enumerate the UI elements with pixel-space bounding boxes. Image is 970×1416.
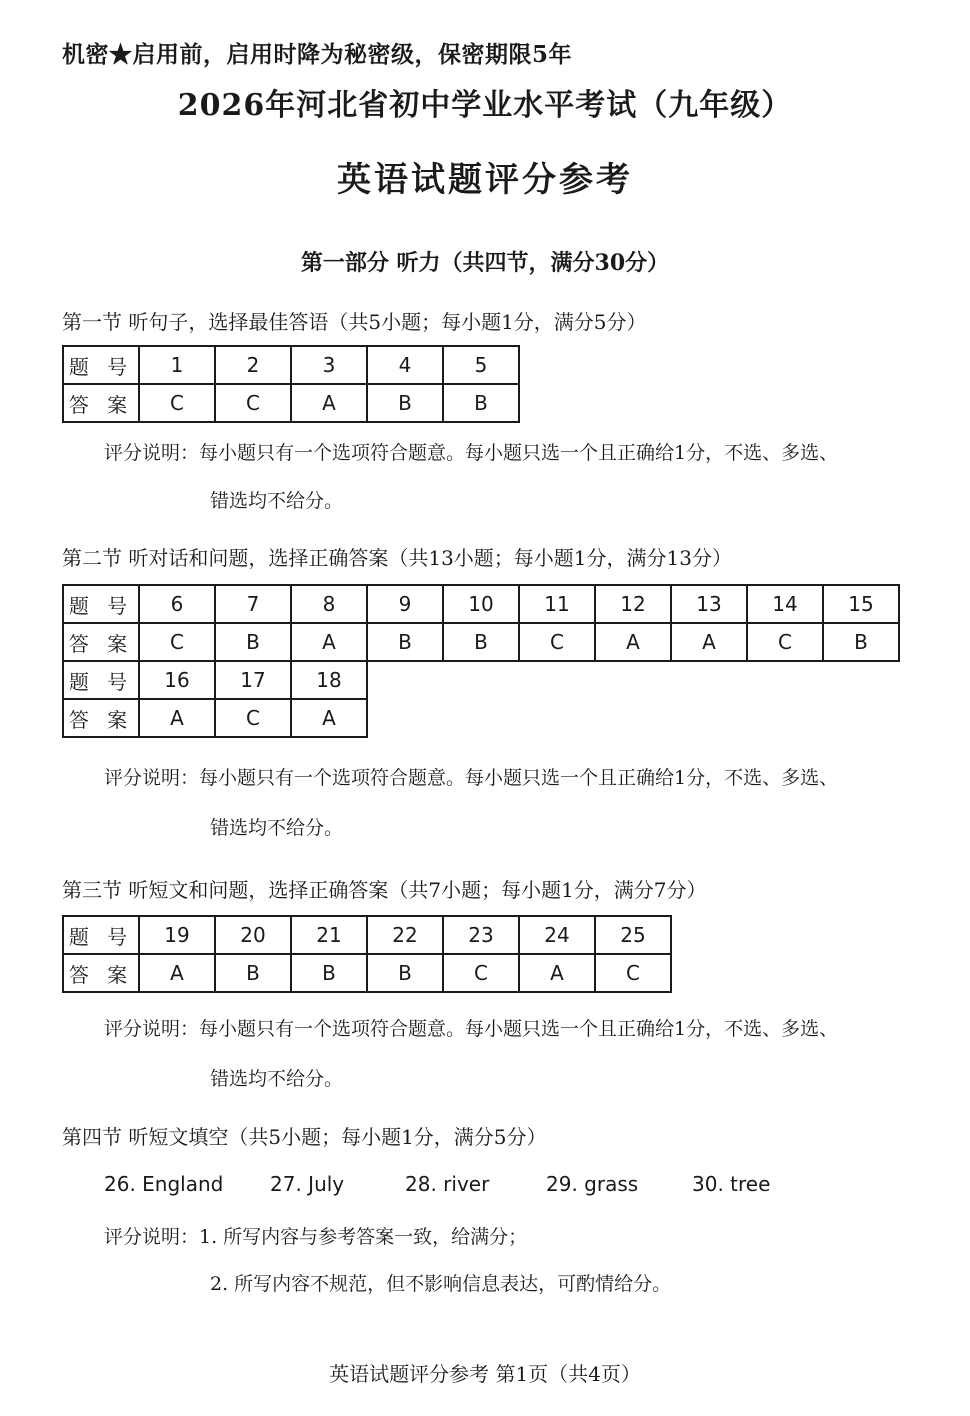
- question-number: 12: [595, 585, 671, 623]
- table-row: [63, 346, 519, 384]
- section3-note-line2: 错选均不给分。: [210, 1068, 344, 1090]
- section3-answer-table: [62, 915, 672, 993]
- fill-blank-answer: 28. river: [405, 1172, 490, 1196]
- table-row: [63, 623, 899, 661]
- section1-note-line1: 评分说明：每小题只有一个选项符合题意。每小题只选一个且正确给1分，不选、多选、: [104, 442, 839, 464]
- answer-cell: A: [291, 699, 367, 737]
- row-label: 题 号: [63, 916, 139, 954]
- section2-note-line2: 错选均不给分。: [210, 817, 344, 839]
- question-number: 5: [443, 346, 519, 384]
- table-row: [63, 916, 671, 954]
- answer-cell: B: [823, 623, 899, 661]
- question-number: 15: [823, 585, 899, 623]
- row-label: 答 案: [63, 384, 139, 422]
- section4-note-line2: 2. 所写内容不规范，但不影响信息表达，可酌情给分。: [210, 1273, 672, 1295]
- table-row: [63, 384, 519, 422]
- question-number: 8: [291, 585, 367, 623]
- table-row: [63, 954, 671, 992]
- section1-note-line2: 错选均不给分。: [210, 490, 344, 512]
- answer-cell: A: [291, 623, 367, 661]
- question-number: 14: [747, 585, 823, 623]
- row-label: 题 号: [63, 346, 139, 384]
- answer-cell: A: [291, 384, 367, 422]
- fill-blank-answer: 26. England: [104, 1172, 224, 1196]
- section2-answer-table-b: [62, 660, 368, 738]
- answer-cell: B: [215, 954, 291, 992]
- table-row: [63, 661, 367, 699]
- answer-cell: B: [367, 954, 443, 992]
- fill-blank-answer: 27. July: [270, 1172, 345, 1196]
- question-number: 1: [139, 346, 215, 384]
- section2-title: 第二节 听对话和问题，选择正确答案（共13小题；每小题1分，满分13分）: [62, 546, 732, 570]
- question-number: 18: [291, 661, 367, 699]
- question-number: 13: [671, 585, 747, 623]
- row-label: 答 案: [63, 954, 139, 992]
- page-footer: 英语试题评分参考 第1页（共4页）: [329, 1362, 641, 1386]
- question-number: 6: [139, 585, 215, 623]
- question-number: 24: [519, 916, 595, 954]
- row-label: 题 号: [63, 661, 139, 699]
- answer-cell: A: [671, 623, 747, 661]
- answer-cell: C: [215, 384, 291, 422]
- answer-cell: B: [291, 954, 367, 992]
- answer-cell: C: [747, 623, 823, 661]
- answer-cell: C: [215, 699, 291, 737]
- answer-cell: C: [595, 954, 671, 992]
- answer-cell: B: [443, 623, 519, 661]
- question-number: 21: [291, 916, 367, 954]
- answer-cell: C: [139, 384, 215, 422]
- answer-cell: A: [595, 623, 671, 661]
- question-number: 9: [367, 585, 443, 623]
- section1-title: 第一节 听句子，选择最佳答语（共5小题；每小题1分，满分5分）: [62, 310, 647, 334]
- question-number: 23: [443, 916, 519, 954]
- question-number: 3: [291, 346, 367, 384]
- fill-blank-answer: 29. grass: [546, 1172, 639, 1196]
- section1-answer-table: [62, 345, 520, 423]
- question-number: 19: [139, 916, 215, 954]
- question-number: 10: [443, 585, 519, 623]
- part1-title: 第一部分 听力（共四节，满分30分）: [300, 250, 670, 276]
- question-number: 25: [595, 916, 671, 954]
- answer-cell: B: [215, 623, 291, 661]
- exam-title: 2026年河北省初中学业水平考试（九年级）: [177, 88, 793, 123]
- confidential-notice: 机密★启用前，启用时降为秘密级，保密期限5年: [62, 41, 573, 68]
- answer-cell: A: [139, 699, 215, 737]
- question-number: 16: [139, 661, 215, 699]
- section3-note-line1: 评分说明：每小题只有一个选项符合题意。每小题只选一个且正确给1分，不选、多选、: [104, 1018, 839, 1040]
- row-label: 题 号: [63, 585, 139, 623]
- answer-cell: A: [139, 954, 215, 992]
- section4-note-line1: 评分说明：1. 所写内容与参考答案一致，给满分；: [104, 1226, 528, 1248]
- document-title: 英语试题评分参考: [337, 160, 633, 200]
- section4-title: 第四节 听短文填空（共5小题；每小题1分，满分5分）: [62, 1125, 547, 1149]
- section2-note-line1: 评分说明：每小题只有一个选项符合题意。每小题只选一个且正确给1分，不选、多选、: [104, 767, 839, 789]
- fill-blank-answer: 30. tree: [692, 1172, 771, 1196]
- answer-cell: B: [367, 623, 443, 661]
- question-number: 4: [367, 346, 443, 384]
- answer-cell: C: [519, 623, 595, 661]
- answer-cell: B: [367, 384, 443, 422]
- question-number: 17: [215, 661, 291, 699]
- answer-cell: B: [443, 384, 519, 422]
- row-label: 答 案: [63, 699, 139, 737]
- section2-answer-table-a: [62, 584, 900, 662]
- table-row: [63, 699, 367, 737]
- question-number: 22: [367, 916, 443, 954]
- answer-cell: C: [443, 954, 519, 992]
- answer-cell: A: [519, 954, 595, 992]
- section3-title: 第三节 听短文和问题，选择正确答案（共7小题；每小题1分，满分7分）: [62, 878, 707, 902]
- question-number: 20: [215, 916, 291, 954]
- table-row: [63, 585, 899, 623]
- answer-cell: C: [139, 623, 215, 661]
- question-number: 2: [215, 346, 291, 384]
- question-number: 7: [215, 585, 291, 623]
- row-label: 答 案: [63, 623, 139, 661]
- question-number: 11: [519, 585, 595, 623]
